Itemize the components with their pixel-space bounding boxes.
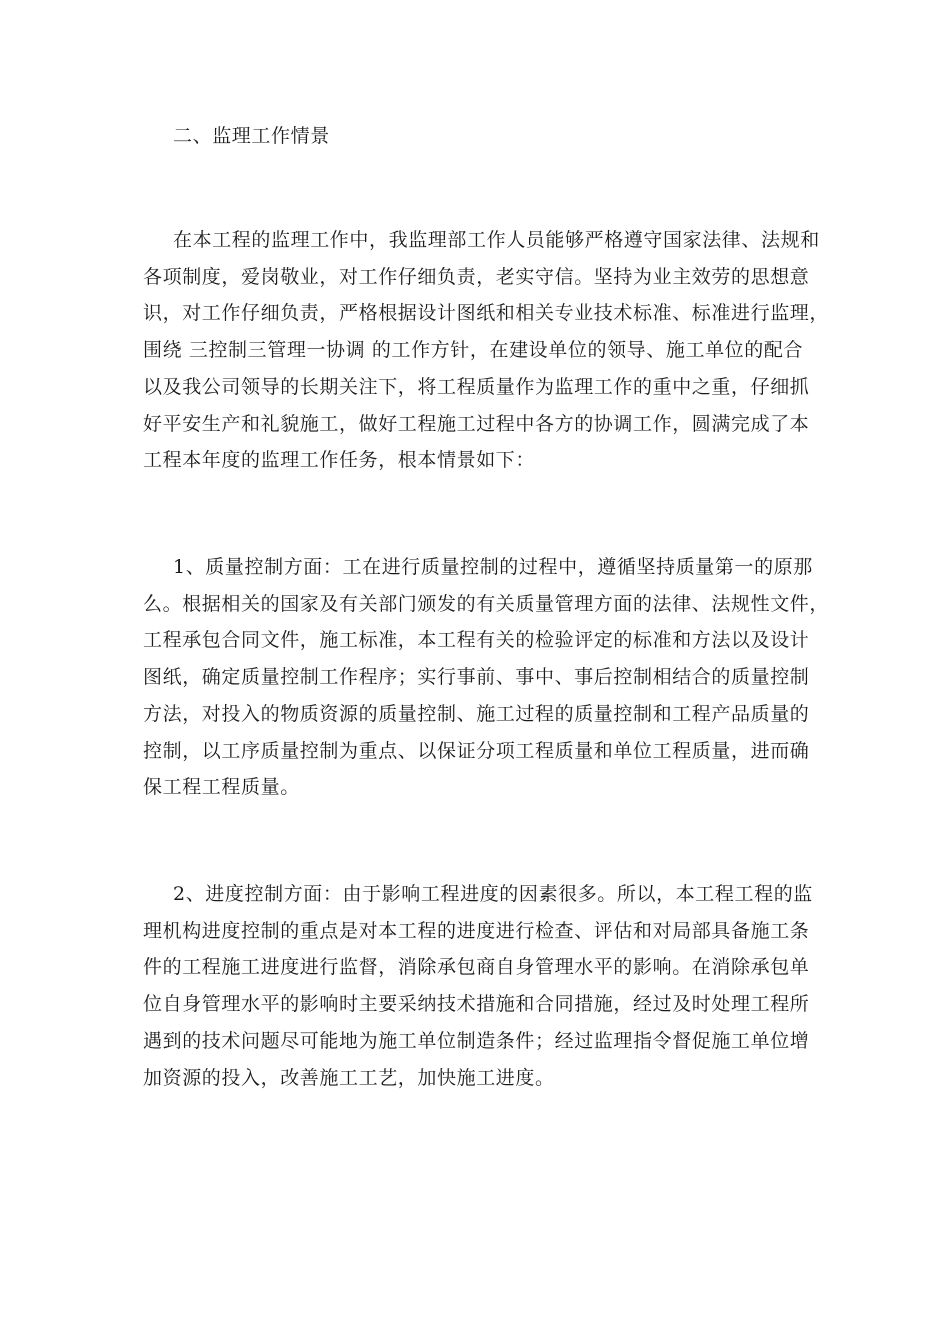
paragraph-work-overview bbox=[143, 222, 830, 479]
paragraph-line: 件的工程施工进度进行监督，消除承包商自身管理水平的影响。在消除承包单 bbox=[143, 956, 810, 979]
paragraph-line: 控制，以工序质量控制为重点、以保证分项工程质量和单位工程质量，进而确 bbox=[143, 739, 810, 762]
section-heading bbox=[143, 118, 811, 155]
paragraph-line: 2、进度控制方面：由于影响工程进度的因素很多。所以，本工程工程的监 bbox=[173, 883, 813, 905]
paragraph-line: 工程本年度的监理工作任务，根本情景如下： bbox=[143, 449, 536, 472]
section-heading-text: 二、监理工作情景 bbox=[173, 125, 330, 147]
paragraph-line: 好平安生产和礼貌施工，做好工程施工过程中各方的协调工作，圆满完成了本 bbox=[143, 412, 810, 435]
paragraph-line: 加资源的投入，改善施工工艺，加快施工进度。 bbox=[143, 1066, 555, 1089]
paragraph-line: 么。根据相关的国家及有关部门颁发的有关质量管理方面的法律、法规性文件， bbox=[143, 592, 830, 615]
paragraph-line: 识，对工作仔细负责，严格根据设计图纸和相关专业技术标准、标准进行监理， bbox=[143, 302, 830, 325]
paragraph-line: 方法，对投入的物质资源的质量控制、施工过程的质量控制和工程产品质量的 bbox=[143, 702, 810, 725]
paragraph-line: 位自身管理水平的影响时主要采纳技术措施和合同措施，经过及时处理工程所 bbox=[143, 993, 810, 1016]
paragraph-line: 以及我公司领导的长期关注下，将工程质量作为监理工作的重中之重，仔细抓 bbox=[143, 375, 810, 398]
paragraph-line: 在本工程的监理工作中，我监理部工作人员能够严格遵守国家法律、法规和 bbox=[173, 229, 820, 251]
paragraph-line: 保工程工程质量。 bbox=[143, 776, 300, 799]
paragraph-line: 围绕 三控制三管理一协调 的工作方针，在建设单位的领导、施工单位的配合 bbox=[143, 339, 804, 362]
paragraph-line: 遇到的技术问题尽可能地为施工单位制造条件；经过监理指令督促施工单位增 bbox=[143, 1029, 810, 1052]
paragraph-line: 1、质量控制方面：工在进行质量控制的过程中，遵循坚持质量第一的原那 bbox=[173, 556, 813, 578]
paragraph-line: 各项制度，爱岗敬业，对工作仔细负责，老实守信。坚持为业主效劳的思想意 bbox=[143, 265, 810, 288]
paragraph-schedule-control bbox=[143, 876, 811, 1096]
paragraph-quality-control bbox=[143, 549, 830, 806]
paragraph-line: 工程承包合同文件，施工标准，本工程有关的检验评定的标准和方法以及设计 bbox=[143, 629, 810, 652]
paragraph-line: 理机构进度控制的重点是对本工程的进度进行检查、评估和对局部具备施工条 bbox=[143, 919, 810, 942]
paragraph-line: 图纸，确定质量控制工作程序；实行事前、事中、事后控制相结合的质量控制 bbox=[143, 666, 810, 689]
